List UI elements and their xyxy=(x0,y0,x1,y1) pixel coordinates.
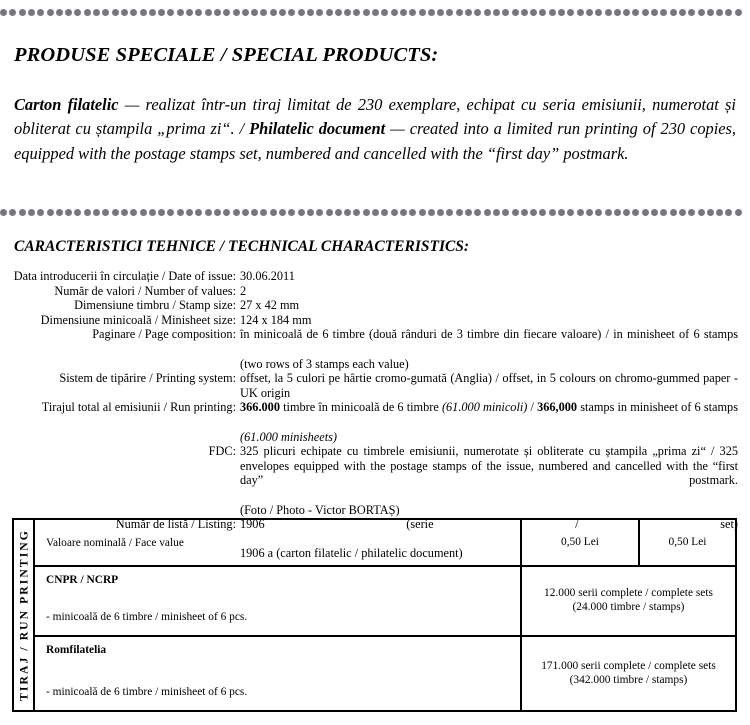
divider-dot xyxy=(121,209,128,216)
divider-dot xyxy=(84,209,91,216)
spec-label: Număr de valori / Number of values: xyxy=(54,283,236,298)
divider-dot xyxy=(279,209,286,216)
dotted-divider-middle xyxy=(0,209,743,217)
divider-dot xyxy=(279,9,286,16)
divider-dot xyxy=(326,9,333,16)
divider-dot xyxy=(102,9,109,16)
divider-dot xyxy=(725,209,732,216)
divider-dot xyxy=(539,209,546,216)
divider-dot xyxy=(335,9,342,16)
divider-dot xyxy=(651,209,658,216)
divider-dot xyxy=(419,9,426,16)
divider-dot xyxy=(167,209,174,216)
divider-dot xyxy=(353,209,360,216)
divider-dot xyxy=(19,9,26,16)
divider-dot xyxy=(102,209,109,216)
divider-dot xyxy=(233,209,240,216)
divider-dot xyxy=(670,9,677,16)
divider-dot xyxy=(530,209,537,216)
divider-dot xyxy=(605,209,612,216)
divider-dot xyxy=(177,9,184,16)
divider-dot xyxy=(56,9,63,16)
spec-value-continuation: (Foto / Photo - Victor BORTAȘ) xyxy=(240,502,400,517)
divider-dot xyxy=(149,209,156,216)
divider-dot xyxy=(456,209,463,216)
divider-dot xyxy=(428,209,435,216)
divider-dot xyxy=(251,209,258,216)
divider-dot xyxy=(539,9,546,16)
divider-dot xyxy=(9,9,16,16)
divider-dot xyxy=(186,209,193,216)
divider-dot xyxy=(223,209,230,216)
spec-value-main: 124 x 184 mm xyxy=(240,312,312,327)
table-row-romfilatelia xyxy=(35,637,735,710)
romfilatelia-org-name: Romfilatelia xyxy=(46,644,107,656)
divider-dot xyxy=(419,209,426,216)
divider-dot xyxy=(363,9,370,16)
spec-label: Tirajul total al emisiunii / Run printing: xyxy=(41,400,236,415)
divider-dot xyxy=(698,209,705,216)
divider-dot xyxy=(623,209,630,216)
divider-dot xyxy=(214,209,221,216)
divider-dot xyxy=(707,209,714,216)
section-title-technical-characteristics: CARACTERISTICI TEHNICE / TECHNICAL CHARACTERISTICS: xyxy=(14,238,470,255)
divider-dot xyxy=(65,209,72,216)
spec-value-continuation: (61.000 minisheets) xyxy=(240,429,337,444)
divider-dot xyxy=(614,9,621,16)
run-printing-table xyxy=(12,518,737,712)
divider-dot xyxy=(260,9,267,16)
divider-dot xyxy=(177,209,184,216)
divider-dot xyxy=(465,209,472,216)
divider-dot xyxy=(512,9,519,16)
divider-dot xyxy=(9,209,16,216)
table-row-cnpr xyxy=(35,567,735,637)
divider-dot xyxy=(140,209,147,216)
divider-dot xyxy=(670,209,677,216)
spec-row xyxy=(0,444,750,517)
spec-label: Paginare / Page composition: xyxy=(92,327,236,342)
spec-row xyxy=(0,269,750,284)
divider-dot xyxy=(688,9,695,16)
cnpr-org-name: CNPR / NCRP xyxy=(46,574,119,586)
spec-value-main: 27 x 42 mm xyxy=(240,298,300,313)
dotted-divider-top xyxy=(0,9,743,17)
divider-dot xyxy=(205,9,212,16)
divider-dot xyxy=(484,209,491,216)
divider-dot xyxy=(586,209,593,216)
divider-dot xyxy=(65,9,72,16)
spec-value-main: 325 plicuri echipate cu timbrele emisiunii, numerotate și obliterate cu ștampila „prima zi“ / 325 envelopes equipped with the postage stamps of the issue, numbered and cancelled with the “first day” postmark. xyxy=(240,444,738,488)
cnpr-item-line: - minicoală de 6 timbre / minisheet of 6 pcs. xyxy=(46,611,248,623)
spec-value-main: 30.06.2011 xyxy=(240,269,295,283)
table-vertical-header-label: TIRAJ / RUN PRINTING xyxy=(17,529,30,701)
cnpr-description-cell xyxy=(35,567,522,635)
divider-dot xyxy=(270,9,277,16)
spec-value xyxy=(240,284,738,299)
intro-text-ro: — realizat într-un tiraj limitat de 230 exemplare, echipat cu seria emisiunii, numerotat și obliterat cu ștampila „prima zi“. / xyxy=(14,95,736,139)
divider-dot xyxy=(112,9,119,16)
intro-lead-en: Philatelic document xyxy=(249,119,386,139)
divider-dot xyxy=(409,9,416,16)
spec-label: Număr de listă / Listing: xyxy=(115,517,236,532)
divider-dot xyxy=(642,209,649,216)
divider-dot xyxy=(130,9,137,16)
cnpr-value-line-1: 12.000 serii complete / complete sets xyxy=(544,587,713,600)
spec-label: Dimensiune minicoală / Minisheet size: xyxy=(40,312,236,327)
divider-dot xyxy=(130,209,137,216)
spec-value-continuation: 1906 a (carton filatelic / philatelic document) xyxy=(240,546,463,561)
divider-dot xyxy=(549,9,556,16)
divider-dot xyxy=(735,9,742,16)
divider-dot xyxy=(521,9,528,16)
spec-value-main: 2 xyxy=(240,283,247,298)
divider-dot xyxy=(595,9,602,16)
divider-dot xyxy=(353,9,360,16)
divider-dot xyxy=(381,9,388,16)
divider-dot xyxy=(121,9,128,16)
divider-dot xyxy=(0,209,7,216)
divider-dot xyxy=(549,209,556,216)
divider-dot xyxy=(372,209,379,216)
divider-dot xyxy=(474,9,481,16)
divider-dot xyxy=(316,209,323,216)
spec-row xyxy=(0,400,750,444)
divider-dot xyxy=(381,209,388,216)
divider-dot xyxy=(335,209,342,216)
divider-dot xyxy=(372,9,379,16)
divider-dot xyxy=(632,9,639,16)
spec-value xyxy=(240,298,738,313)
divider-dot xyxy=(298,9,305,16)
romfilatelia-description-cell xyxy=(35,637,522,710)
divider-dot xyxy=(465,9,472,16)
spec-row xyxy=(0,298,750,313)
divider-dot xyxy=(344,9,351,16)
divider-dot xyxy=(74,209,81,216)
divider-dot xyxy=(316,9,323,16)
divider-dot xyxy=(725,9,732,16)
spec-row xyxy=(0,371,750,400)
divider-dot xyxy=(437,9,444,16)
divider-dot xyxy=(679,209,686,216)
divider-dot xyxy=(56,209,63,216)
spec-label: Dimensiune timbru / Stamp size: xyxy=(74,298,236,313)
divider-dot xyxy=(623,9,630,16)
divider-dot xyxy=(474,209,481,216)
face-value-label: Valoare nominală / Face value xyxy=(46,536,184,549)
divider-dot xyxy=(363,209,370,216)
divider-dot xyxy=(37,209,44,216)
divider-dot xyxy=(688,209,695,216)
spec-row xyxy=(0,313,750,328)
divider-dot xyxy=(577,9,584,16)
divider-dot xyxy=(679,9,686,16)
table-row-face-value xyxy=(35,520,735,567)
divider-dot xyxy=(288,9,295,16)
divider-dot xyxy=(149,9,156,16)
divider-dot xyxy=(84,9,91,16)
face-value-2: 0,50 Lei xyxy=(668,535,707,548)
divider-dot xyxy=(260,209,267,216)
divider-dot xyxy=(298,209,305,216)
divider-dot xyxy=(93,9,100,16)
divider-dot xyxy=(74,9,81,16)
divider-dot xyxy=(446,9,453,16)
divider-dot xyxy=(567,9,574,16)
divider-dot xyxy=(502,209,509,216)
spec-row xyxy=(0,284,750,299)
divider-dot xyxy=(270,209,277,216)
divider-dot xyxy=(28,209,35,216)
divider-dot xyxy=(493,209,500,216)
romfilatelia-value-line-1: 171.000 serii complete / complete sets xyxy=(541,659,716,672)
divider-dot xyxy=(400,9,407,16)
divider-dot xyxy=(493,9,500,16)
spec-value xyxy=(240,269,738,284)
divider-dot xyxy=(614,209,621,216)
divider-dot xyxy=(660,9,667,16)
spec-value-continuation: (two rows of 3 stamps each value) xyxy=(240,356,409,371)
divider-dot xyxy=(223,9,230,16)
divider-dot xyxy=(577,209,584,216)
divider-dot xyxy=(437,209,444,216)
divider-dot xyxy=(605,9,612,16)
divider-dot xyxy=(326,209,333,216)
divider-dot xyxy=(391,209,398,216)
spec-value xyxy=(240,327,738,371)
divider-dot xyxy=(456,9,463,16)
divider-dot xyxy=(19,209,26,216)
divider-dot xyxy=(632,209,639,216)
divider-dot xyxy=(112,209,119,216)
intro-lead-ro: Carton filatelic xyxy=(14,95,119,114)
divider-dot xyxy=(307,209,314,216)
divider-dot xyxy=(595,209,602,216)
divider-dot xyxy=(400,209,407,216)
divider-dot xyxy=(214,9,221,16)
divider-dot xyxy=(651,9,658,16)
face-value-cell-2 xyxy=(640,520,735,565)
divider-dot xyxy=(195,9,202,16)
divider-dot xyxy=(93,209,100,216)
divider-dot xyxy=(47,9,54,16)
romfilatelia-item-line: - minicoală de 6 timbre / minisheet of 6 pcs. xyxy=(46,686,248,698)
divider-dot xyxy=(735,209,742,216)
divider-dot xyxy=(428,9,435,16)
divider-dot xyxy=(307,9,314,16)
table-vertical-header-cell xyxy=(14,520,35,710)
divider-dot xyxy=(242,9,249,16)
spec-value xyxy=(240,444,738,517)
divider-dot xyxy=(409,209,416,216)
divider-dot xyxy=(28,9,35,16)
spec-value xyxy=(240,400,738,444)
table-body xyxy=(35,520,735,710)
divider-dot xyxy=(37,9,44,16)
divider-dot xyxy=(47,209,54,216)
spec-value-main: 366.000 timbre în minicoală de 6 timbre (61.000 minicoli) / 366,000 stamps in minisheet of 6 stamps xyxy=(240,400,738,415)
divider-dot xyxy=(288,209,295,216)
face-value-description-cell xyxy=(35,520,522,565)
divider-dot xyxy=(0,9,7,16)
cnpr-value-cell xyxy=(522,567,735,635)
divider-dot xyxy=(140,9,147,16)
divider-dot xyxy=(660,209,667,216)
divider-dot xyxy=(167,9,174,16)
spec-label: FDC: xyxy=(208,444,236,459)
cnpr-value-line-2: (24.000 timbre / stamps) xyxy=(572,601,685,613)
divider-dot xyxy=(251,9,258,16)
divider-dot xyxy=(205,209,212,216)
divider-dot xyxy=(446,209,453,216)
spec-value-main: offset, la 5 culori pe hârtie cromo-gumată (Anglia) / offset, in 5 colours on chromo-gummed paper - UK origin xyxy=(240,371,738,400)
face-value-cell-1 xyxy=(522,520,640,565)
divider-dot xyxy=(521,209,528,216)
spec-value xyxy=(240,371,738,400)
spec-value-main: 1906 (serie / set) xyxy=(240,517,738,532)
spec-value-main: în minicoală de 6 timbre (două rânduri de 3 timbre din fiecare valoare) / in minisheet of 6 stamps xyxy=(240,327,738,342)
divider-dot xyxy=(158,9,165,16)
divider-dot xyxy=(512,209,519,216)
spec-row xyxy=(0,327,750,371)
spec-label: Sistem de tipărire / Printing system: xyxy=(59,371,236,386)
divider-dot xyxy=(716,209,723,216)
divider-dot xyxy=(642,9,649,16)
divider-dot xyxy=(530,9,537,16)
divider-dot xyxy=(242,209,249,216)
divider-dot xyxy=(195,209,202,216)
spec-label: Data introducerii în circulație / Date of issue: xyxy=(13,269,236,283)
romfilatelia-value-cell xyxy=(522,637,735,710)
divider-dot xyxy=(502,9,509,16)
divider-dot xyxy=(391,9,398,16)
divider-dot xyxy=(586,9,593,16)
divider-dot xyxy=(558,209,565,216)
divider-dot xyxy=(233,9,240,16)
divider-dot xyxy=(567,209,574,216)
divider-dot xyxy=(707,9,714,16)
page-title-special-products: PRODUSE SPECIALE / SPECIAL PRODUCTS: xyxy=(14,44,439,66)
divider-dot xyxy=(344,209,351,216)
spec-value xyxy=(240,313,738,328)
intro-text-en: — created into a limited run printing of 230 copies, equipped with the postage stamps set, numbered and cancelled with the “first day” postmark. xyxy=(14,119,737,163)
divider-dot xyxy=(484,9,491,16)
divider-dot xyxy=(698,9,705,16)
divider-dot xyxy=(558,9,565,16)
divider-dot xyxy=(716,9,723,16)
divider-dot xyxy=(158,209,165,216)
romfilatelia-value-line-2: (342.000 timbre / stamps) xyxy=(569,673,688,686)
face-value-1: 0,50 Lei xyxy=(561,535,599,548)
divider-dot xyxy=(186,9,193,16)
intro-paragraph xyxy=(14,93,736,166)
